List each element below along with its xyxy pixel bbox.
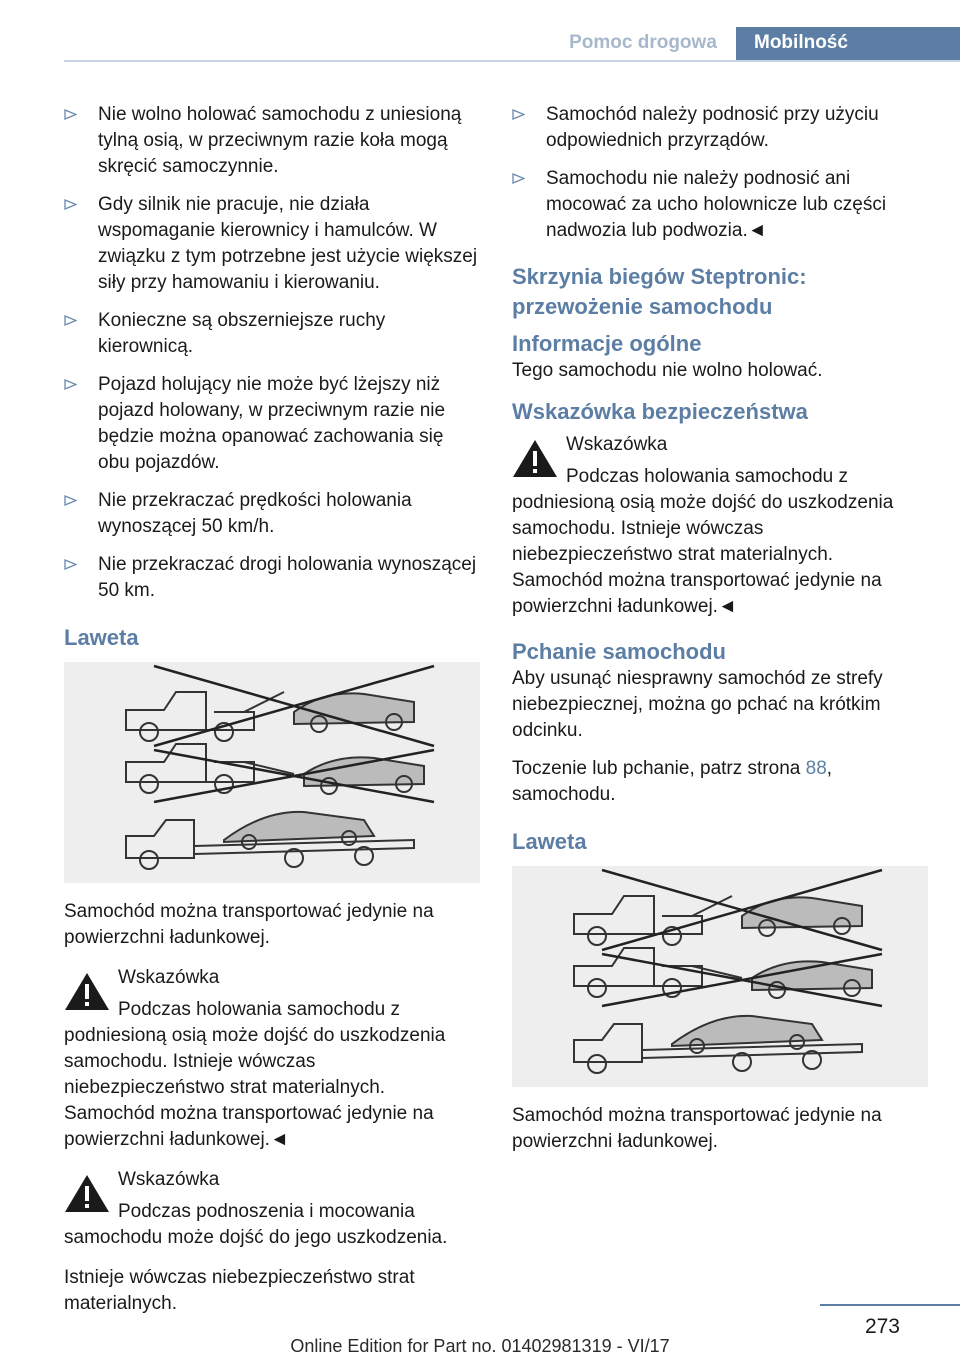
list-item-text: Nie wolno holować samochodu z uniesioną tylną osią, w przeciwnym razie koła mogą skręcić samoczynnie.	[98, 104, 462, 177]
warning-triangle-icon	[512, 438, 558, 478]
warning-triangle-icon	[64, 971, 110, 1011]
list-item-text: Gdy silnik nie pracuje, nie działa wspomaganie kierownicy i hamulców. W związku z tym potrzebne jest użycie większej siły przy hamowaniu i kierowaniu.	[98, 194, 478, 293]
tow-truck-figure	[64, 662, 480, 883]
triangle-right-icon	[512, 173, 525, 184]
tow-truck-illustration	[64, 662, 480, 883]
warning-title: Wskazówka	[118, 967, 220, 988]
warning-title: Wskazówka	[566, 434, 668, 455]
triangle-right-icon	[64, 199, 77, 210]
info-text: Tego samochodu nie wolno holować.	[512, 360, 823, 381]
list-item	[64, 488, 480, 540]
triangle-right-icon	[512, 109, 525, 120]
warning-block	[64, 965, 480, 1153]
header-chapter-tab[interactable]: Mobilność	[736, 27, 960, 62]
list-item-text: Nie przekraczać prędkości holowania wynoszącej 50 km/h.	[98, 490, 412, 537]
roll-text-after: , samochodu.	[512, 758, 833, 805]
transport-text: Samochód można transportować jedynie na powierzchni ładunkowej.	[64, 901, 434, 948]
warning-triangle-icon	[64, 1173, 110, 1213]
right-column	[512, 102, 928, 1167]
list-item	[512, 102, 928, 154]
page-number: 273	[864, 1315, 900, 1338]
list-item-text: Samochód należy podnosić przy użyciu odpowiednich przyrządów.	[546, 104, 879, 151]
safety-heading: Wskazówka bezpieczeństwa	[512, 399, 808, 424]
list-item	[64, 308, 480, 360]
list-item	[512, 166, 928, 244]
laweta-heading: Laweta	[64, 625, 139, 650]
transport-text: Samochód można transportować jedynie na powierzchni ładunkowej.	[512, 1105, 882, 1152]
triangle-right-icon	[64, 379, 77, 390]
page-number-rule	[820, 1304, 960, 1306]
page-link[interactable]: 88	[805, 758, 827, 779]
header-section-tab[interactable]: Pomoc drogowa	[569, 32, 717, 53]
list-item	[64, 102, 480, 180]
list-item	[64, 372, 480, 476]
tow-truck-figure	[512, 866, 928, 1087]
list-item-text: Nie przekraczać drogi holowania wynoszącej 50 km.	[98, 554, 477, 601]
warning-block	[64, 1167, 480, 1251]
warning-title: Wskazówka	[118, 1169, 220, 1190]
triangle-right-icon	[64, 559, 77, 570]
info-heading: Informacje ogólne	[512, 331, 702, 356]
triangle-right-icon	[64, 495, 77, 506]
push-heading: Pchanie samochodu	[512, 639, 726, 664]
footer-edition: Online Edition for Part no. 01402981319 - VI/17	[290, 1336, 670, 1356]
roll-text	[512, 756, 928, 808]
list-item	[64, 552, 480, 604]
closing-text: Istnieje wówczas niebezpieczeństwo strat materialnych.	[64, 1267, 415, 1314]
laweta-heading: Laweta	[512, 829, 587, 854]
list-item-text: Pojazd holujący nie może być lżejszy niż pojazd holowany, w przeciwnym razie nie będzie można opanować zachowania się obu pojazdów.	[98, 374, 446, 473]
roll-text-before: Toczenie lub pchanie, patrz strona	[512, 758, 806, 779]
list-item-text: Samochodu nie należy podnosić ani mocować za ucho holownicze lub części nadwozia lub podwozia.◄	[546, 168, 887, 241]
right-bullet-list	[512, 102, 928, 244]
push-text: Aby usunąć niesprawny samochód ze strefy niebezpiecznej, można go pchać na krótkim odcinku.	[512, 668, 883, 741]
header-rule	[64, 60, 960, 62]
warning-block	[512, 432, 928, 620]
tow-truck-illustration	[512, 866, 928, 1087]
left-bullet-list	[64, 102, 480, 604]
triangle-right-icon	[64, 109, 77, 120]
triangle-right-icon	[64, 315, 77, 326]
warning-text: Podczas holowania samochodu z podniesioną osią może dojść do uszkodzenia samochodu. Istnieje wówczas niebezpieczeństwo strat materialnych. Samochód można transportować jedynie na powierzchni ładunkowej.◄	[64, 999, 446, 1150]
list-item-text: Konieczne są obszerniejsze ruchy kierownicą.	[98, 310, 386, 357]
section-title: Skrzynia biegów Steptronic: przewożenie samochodu	[512, 264, 807, 319]
left-column	[64, 102, 480, 1329]
warning-text: Podczas podnoszenia i mocowania samochodu może dojść do jego uszkodzenia.	[64, 1201, 448, 1248]
list-item	[64, 192, 480, 296]
warning-text: Podczas holowania samochodu z podniesioną osią może dojść do uszkodzenia samochodu. Istnieje wówczas niebezpieczeństwo strat materialnych. Samochód można transportować jedynie na powierzchni ładunkowej.◄	[512, 466, 894, 617]
